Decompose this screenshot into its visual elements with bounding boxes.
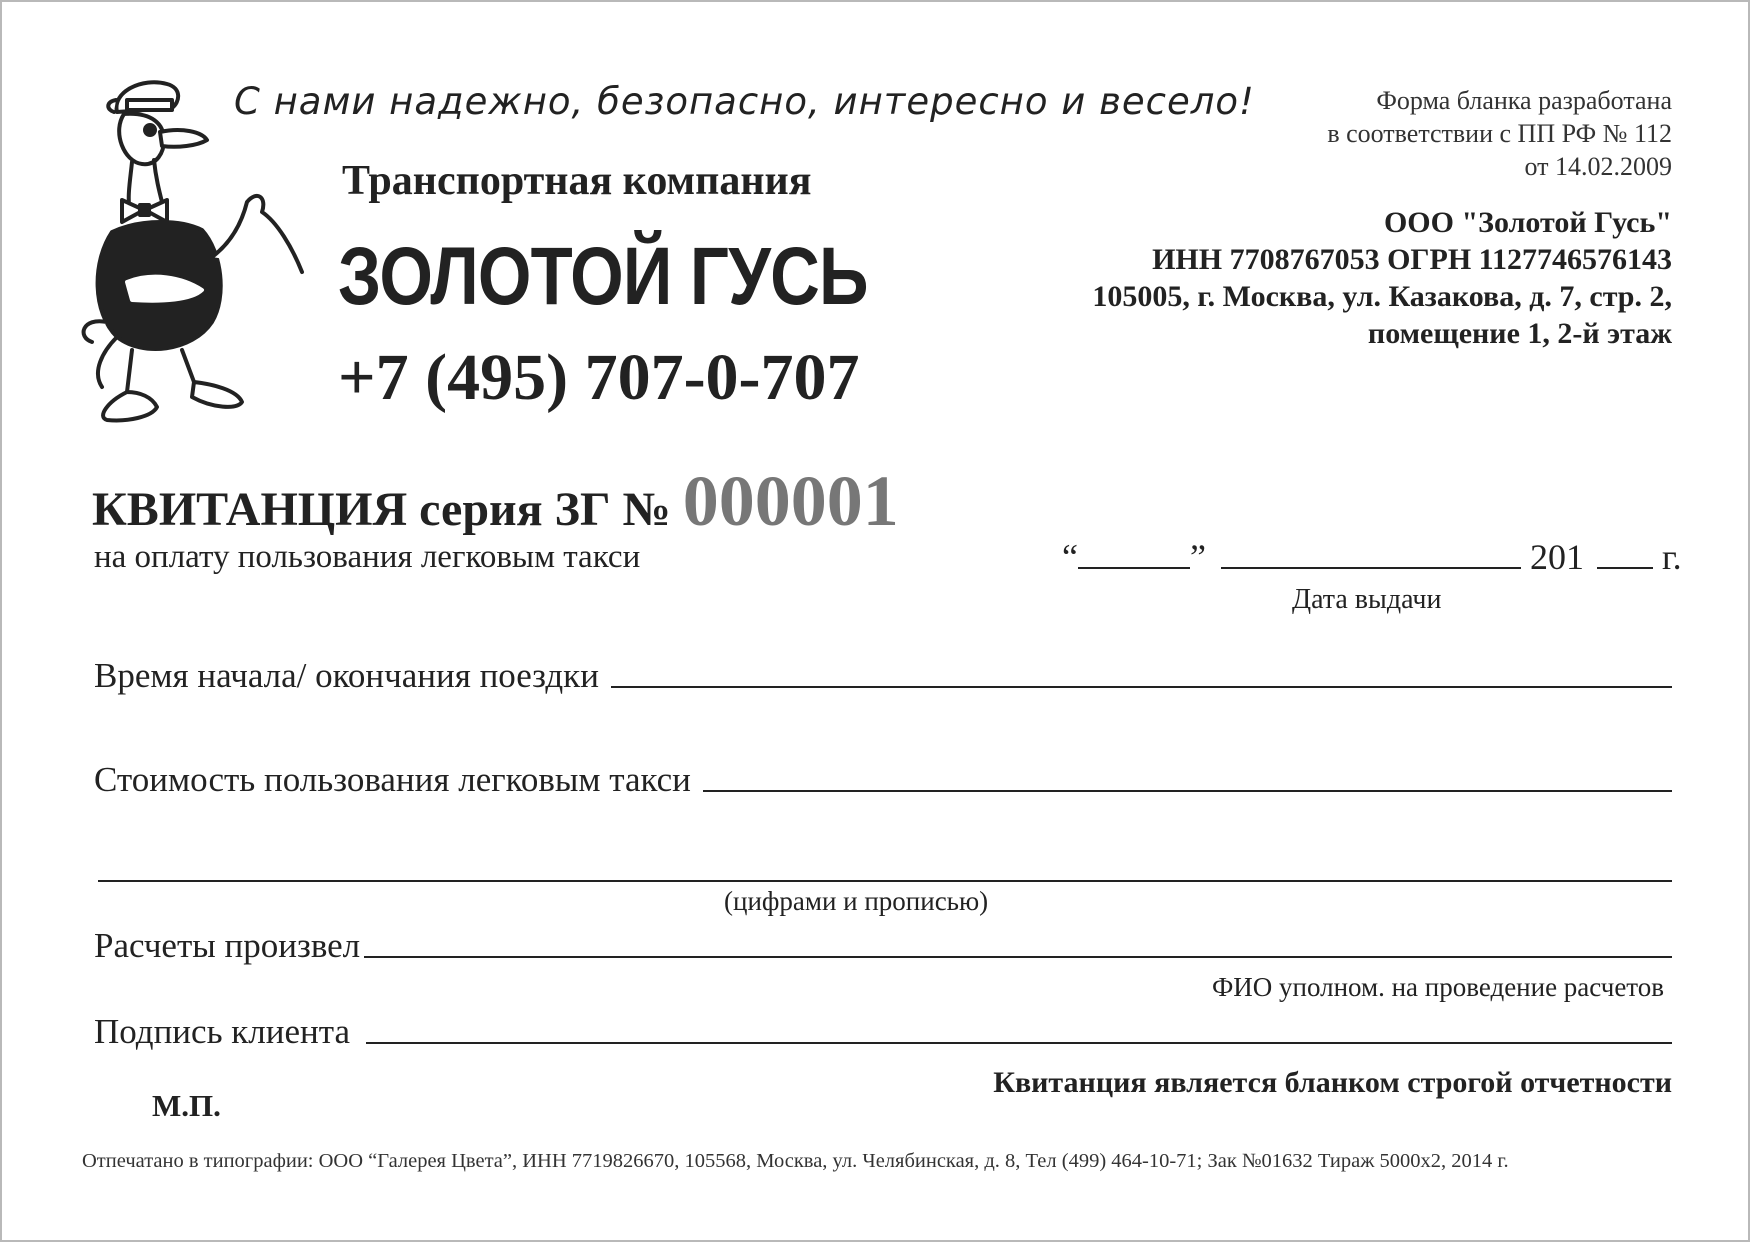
year-prefix: 201 (1529, 537, 1584, 577)
form-note-line: от 14.02.2009 (1524, 152, 1672, 181)
receipt-title (92, 460, 899, 543)
cost-caption: (цифрами и прописью) (724, 886, 989, 916)
company-address-line: 105005, г. Москва, ул. Казакова, д. 7, стр. 2, (1092, 280, 1672, 313)
date-close-quote: ” (1189, 537, 1206, 577)
cashier-field (94, 926, 1672, 966)
form-note-line: Форма бланка разработана (1376, 86, 1672, 115)
slogan: С нами надежно, безопасно, интересно и весело! (234, 80, 1255, 123)
receipt-number: 000001 (682, 461, 899, 541)
client-signature-field (94, 1012, 1672, 1052)
receipt-subtitle: на оплату пользования легковым такси (94, 539, 641, 575)
cost-label: Стоимость пользования легковым такси (94, 760, 691, 799)
date-caption: Дата выдачи (1292, 584, 1442, 615)
company-details (1092, 204, 1672, 352)
strict-report-note: Квитанция является бланком строгой отчетности (993, 1066, 1672, 1099)
cost-words-blank[interactable] (98, 880, 1672, 882)
printer-imprint: Отпечатано в типографии: ООО “Галерея Цвета”, ИНН 7719826670, 105568, Москва, ул. Челябинская, д. 8, Тел (499) 464-10-71; Зак №01632 Тираж 5000х2, 2014 г. (82, 1150, 1509, 1172)
company-address-line: помещение 1, 2-й этаж (1367, 317, 1672, 350)
month-blank[interactable] (1221, 541, 1521, 569)
trip-time-field (94, 656, 1672, 696)
cashier-blank[interactable] (364, 956, 1672, 958)
cashier-label: Расчеты произвел (94, 926, 361, 965)
brand-name: ЗОЛОТОЙ ГУСЬ (338, 231, 868, 322)
company-ids: ИНН 7708767053 ОГРН 1127746576143 (1152, 243, 1672, 276)
year-blank[interactable] (1597, 541, 1653, 569)
trip-time-blank[interactable] (611, 686, 1672, 688)
year-suffix: г. (1661, 537, 1682, 577)
goose-mascot-icon (72, 72, 322, 442)
client-signature-label: Подпись клиента (94, 1012, 351, 1051)
phone-number: +7 (495) 707-0-707 (338, 341, 860, 414)
cashier-caption: ФИО уполном. на проведение расчетов (1211, 972, 1664, 1002)
form-regulation-note (1327, 84, 1672, 183)
day-blank[interactable] (1078, 541, 1190, 569)
receipt-title-text: КВИТАНЦИЯ серия ЗГ № (92, 483, 671, 536)
cost-blank[interactable] (703, 790, 1672, 792)
stamp-place: М.П. (152, 1088, 221, 1123)
trip-time-label: Время начала/ окончания поездки (94, 656, 599, 695)
issue-date-row (1062, 536, 1682, 578)
date-open-quote: “ (1062, 537, 1078, 577)
client-signature-blank[interactable] (366, 1042, 1672, 1044)
company-name: ООО "Золотой Гусь" (1383, 206, 1672, 239)
cost-field (94, 760, 1672, 800)
company-type: Транспортная компания (342, 158, 812, 204)
form-note-line: в соответствии с ПП РФ № 112 (1327, 119, 1672, 148)
